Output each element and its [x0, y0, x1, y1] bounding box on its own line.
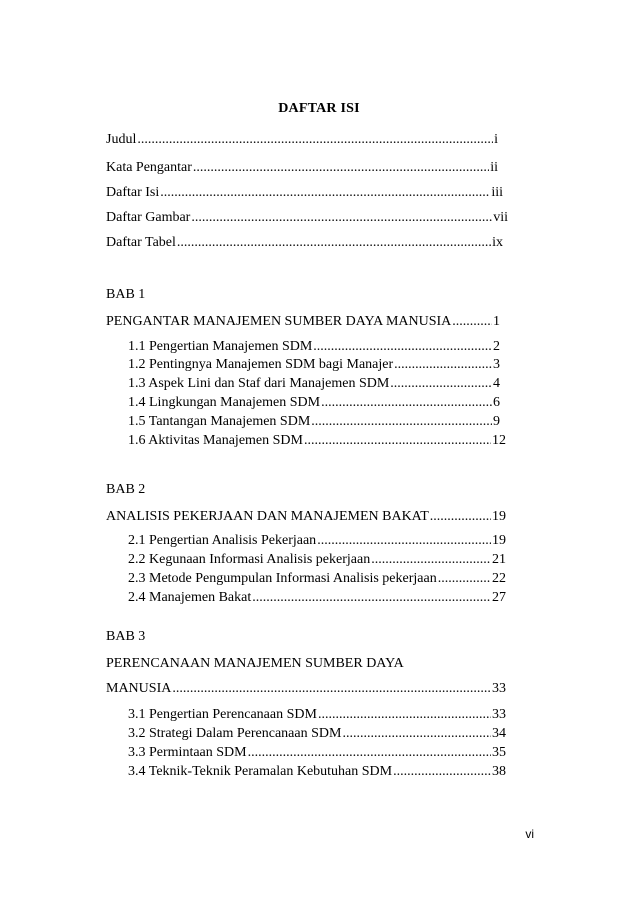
entry-label: 3.1 Pengertian Perencanaan SDM [128, 707, 317, 722]
leader-dots [193, 159, 489, 177]
entry-page: 21 [492, 552, 506, 567]
entry-label: PENGANTAR MANAJEMEN SUMBER DAYA MANUSIA [106, 314, 452, 329]
entry-label: 2.1 Pengertian Analisis Pekerjaan [128, 533, 317, 548]
entry-page: 9 [493, 414, 500, 429]
leader-dots [304, 432, 491, 450]
bab3-title-entry [106, 680, 506, 698]
bab2-heading: BAB 2 [106, 482, 146, 497]
leader-dots [248, 744, 491, 762]
toc-entry-1-5 [128, 413, 500, 431]
bab3-title-line1: PERENCANAAN MANAJEMEN SUMBER DAYA [106, 656, 404, 671]
toc-entry-2-1 [128, 532, 506, 550]
entry-page: ix [492, 235, 503, 250]
leader-dots [452, 313, 492, 331]
entry-label: Kata Pengantar [106, 160, 192, 175]
entry-label: 1.4 Lingkungan Manajemen SDM [128, 395, 321, 410]
leader-dots [172, 680, 491, 698]
toc-entry-daftar-isi [106, 184, 503, 202]
toc-entry-2-4 [128, 589, 506, 607]
toc-entry-1-2 [128, 356, 500, 374]
entry-label: 3.4 Teknik-Teknik Peramalan Kebutuhan SDM [128, 764, 393, 779]
entry-label: 1.6 Aktivitas Manajemen SDM [128, 433, 303, 448]
entry-page: 2 [493, 339, 500, 354]
toc-entry-1-1 [128, 338, 500, 356]
leader-dots [430, 508, 491, 526]
entry-page: 19 [492, 533, 506, 548]
toc-entry-3-2 [128, 725, 506, 743]
entry-label: 3.3 Permintaan SDM [128, 745, 247, 760]
entry-page: 4 [493, 376, 500, 391]
leader-dots [160, 184, 490, 202]
entry-label: Daftar Isi [106, 185, 160, 200]
entry-page: ii [490, 160, 498, 175]
entry-page: 27 [492, 590, 506, 605]
entry-page: 3 [493, 357, 500, 372]
toc-entry-daftar-tabel [106, 234, 503, 252]
leader-dots [137, 131, 493, 149]
leader-dots [191, 209, 492, 227]
entry-label: ANALISIS PEKERJAAN DAN MANAJEMEN BAKAT [106, 509, 429, 524]
toc-entry-3-4 [128, 763, 506, 781]
entry-page: i [494, 132, 498, 147]
leader-dots [311, 413, 492, 431]
toc-entry-kata-pengantar [106, 159, 498, 177]
leader-dots [317, 532, 491, 550]
entry-page: 34 [492, 726, 506, 741]
entry-page: 1 [493, 314, 500, 329]
entry-page: vii [493, 210, 508, 225]
leader-dots [313, 338, 492, 356]
page-number: vi [525, 827, 534, 841]
entry-label: Daftar Gambar [106, 210, 191, 225]
entry-page: 35 [492, 745, 506, 760]
toc-entry-1-6 [128, 432, 506, 450]
leader-dots [177, 234, 491, 252]
entry-page: iii [491, 185, 503, 200]
leader-dots [342, 725, 491, 743]
entry-page: 33 [492, 681, 506, 696]
entry-page: 22 [492, 571, 506, 586]
entry-label: 2.3 Metode Pengumpulan Informasi Analisis pekerjaan [128, 571, 437, 586]
bab3-heading: BAB 3 [106, 629, 146, 644]
toc-title: DAFTAR ISI [278, 101, 360, 116]
bab1-title-entry [106, 313, 500, 331]
entry-label: MANUSIA [106, 681, 172, 696]
leader-dots [390, 375, 492, 393]
toc-entry-judul [106, 131, 498, 149]
entry-label: 2.4 Manajemen Bakat [128, 590, 252, 605]
leader-dots [393, 763, 491, 781]
leader-dots [438, 570, 491, 588]
toc-entry-1-4 [128, 394, 500, 412]
entry-page: 6 [493, 395, 500, 410]
leader-dots [394, 356, 492, 374]
entry-label: 1.2 Pentingnya Manajemen SDM bagi Manajer [128, 357, 394, 372]
leader-dots [371, 551, 491, 569]
entry-page: 12 [492, 433, 506, 448]
entry-label: 1.1 Pengertian Manajemen SDM [128, 339, 313, 354]
toc-entry-daftar-gambar [106, 209, 508, 227]
entry-label: 1.5 Tantangan Manajemen SDM [128, 414, 311, 429]
toc-entry-2-2 [128, 551, 506, 569]
entry-page: 19 [492, 509, 506, 524]
entry-label: Judul [106, 132, 137, 147]
entry-label: 2.2 Kegunaan Informasi Analisis pekerjaan [128, 552, 371, 567]
entry-label: Daftar Tabel [106, 235, 176, 250]
toc-entry-3-3 [128, 744, 506, 762]
entry-label: 3.2 Strategi Dalam Perencanaan SDM [128, 726, 342, 741]
toc-entry-1-3 [128, 375, 500, 393]
leader-dots [252, 589, 491, 607]
bab2-title-entry [106, 508, 506, 526]
bab1-heading: BAB 1 [106, 287, 146, 302]
leader-dots [318, 706, 491, 724]
toc-entry-3-1 [128, 706, 506, 724]
entry-page: 38 [492, 764, 506, 779]
entry-page: 33 [492, 707, 506, 722]
toc-entry-2-3 [128, 570, 506, 588]
entry-label: 1.3 Aspek Lini dan Staf dari Manajemen SDM [128, 376, 390, 391]
leader-dots [321, 394, 492, 412]
